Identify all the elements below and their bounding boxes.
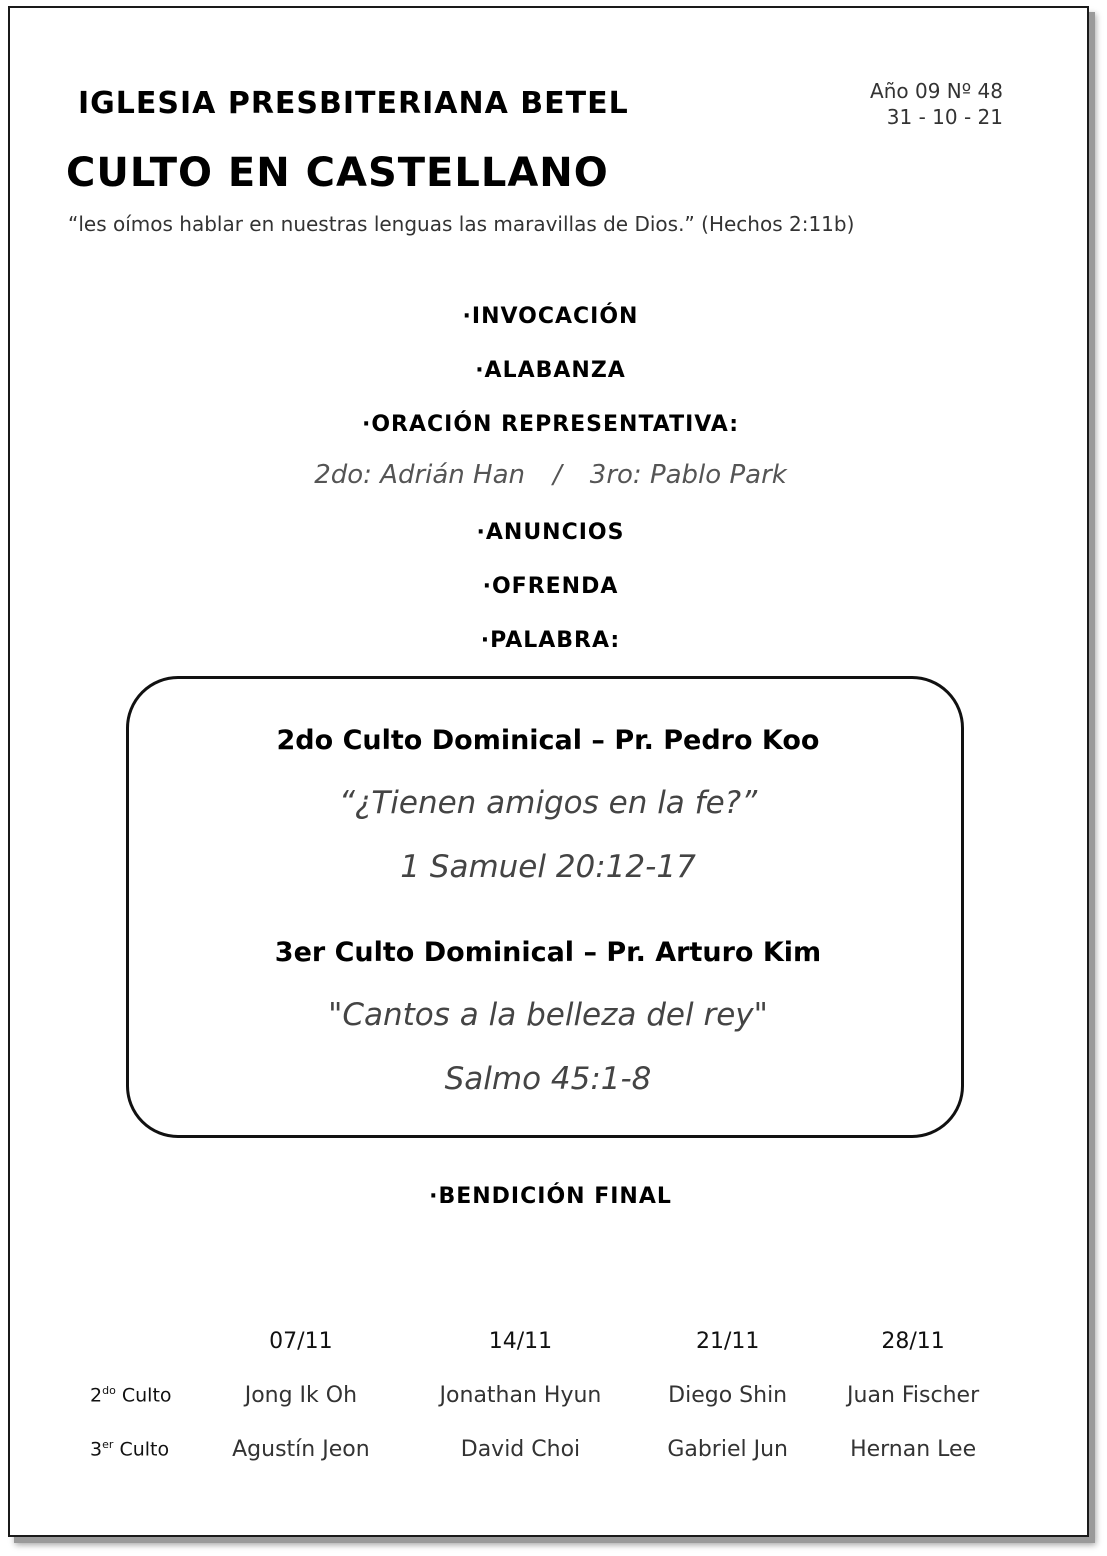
- schedule-row-label: $2^{do}$ Culto: [90, 1383, 172, 1407]
- order-anuncios: ·ANUNCIOS: [476, 520, 625, 545]
- sermon-reference: Salmo 45:1-8: [444, 1061, 652, 1097]
- order-invocacion: ·INVOCACIÓN: [462, 304, 639, 329]
- sermon-title: "Cantos a la belleza del rey": [328, 997, 768, 1033]
- issue-number: Año 09 Nº 48: [870, 79, 1003, 103]
- schedule-row: [80, 1422, 1010, 1476]
- schedule-date-row: [80, 1314, 1010, 1368]
- order-alabanza: ·ALABANZA: [475, 358, 626, 383]
- schedule-date: 21/11: [695, 1328, 760, 1354]
- schedule-date: 28/11: [881, 1328, 945, 1354]
- schedule-name: Jonathan Hyun: [439, 1382, 602, 1408]
- schedule-name: Diego Shin: [668, 1382, 788, 1408]
- schedule-name: Jong Ik Oh: [244, 1382, 358, 1408]
- issue-info: [870, 78, 1003, 130]
- schedule-name: Gabriel Jun: [667, 1436, 788, 1462]
- bullet: ·: [482, 574, 492, 599]
- sermon-box: [126, 676, 964, 1138]
- schedule-table: [80, 1314, 1020, 1476]
- bullet: ·: [429, 1184, 439, 1209]
- bullet: ·: [475, 358, 485, 383]
- church-name: IGLESIA PRESBITERIANA BETEL: [78, 86, 629, 121]
- bullet: ·: [480, 628, 491, 653]
- prayer-readers: [10, 460, 1091, 490]
- order-palabra: ·PALABRA:: [480, 628, 621, 653]
- schedule-row: [80, 1368, 1010, 1422]
- schedule-name: Juan Fischer: [847, 1382, 980, 1408]
- sermon-title: “¿Tienen amigos en la fe?”: [338, 785, 758, 821]
- order-bendicion: ·BENDICIÓN FINAL: [429, 1184, 672, 1209]
- order-oracion: ·ORACIÓN REPRESENTATIVA:: [361, 412, 740, 437]
- reader-3ro: 3ro: Pablo Park: [589, 460, 787, 490]
- sermon-heading: 2do Culto Dominical – Pr. Pedro Koo: [276, 725, 820, 756]
- schedule-name: David Choi: [460, 1436, 581, 1462]
- reader-separator: /: [553, 460, 562, 490]
- verse-quote: “les oímos hablar en nuestras lenguas las maravillas de Dios.” (Hechos 2:11b): [68, 212, 855, 236]
- schedule-name: Agustín Jeon: [232, 1436, 370, 1462]
- bulletin-page: [8, 6, 1089, 1537]
- bullet: ·: [361, 412, 372, 437]
- service-title: CULTO EN CASTELLANO: [66, 150, 609, 196]
- sermon-heading: 3er Culto Dominical – Pr. Arturo Kim: [274, 937, 822, 968]
- schedule-name: Hernan Lee: [850, 1436, 977, 1462]
- schedule-date: 14/11: [488, 1328, 553, 1354]
- bullet: ·: [462, 304, 472, 329]
- reader-2do: 2do: Adrián Han: [314, 460, 526, 490]
- sermon-reference: 1 Samuel 20:12-17: [400, 849, 696, 885]
- schedule-row-label: 3er Culto: [90, 1437, 170, 1461]
- order-ofrenda: ·OFRENDA: [482, 574, 619, 599]
- schedule-date: 07/11: [269, 1328, 333, 1354]
- bullet: ·: [476, 520, 486, 545]
- issue-date: 31 - 10 - 21: [886, 105, 1003, 129]
